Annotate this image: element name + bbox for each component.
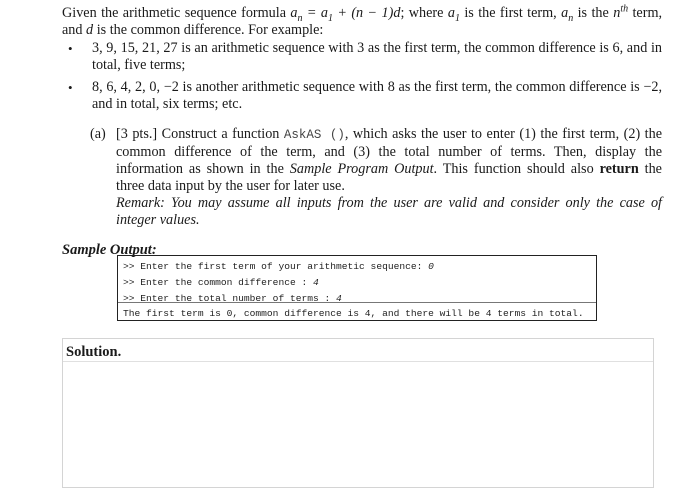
symbol-an: $a_n$ [561,5,574,24]
symbol-a1: $a_1$ [447,5,460,24]
bullet-icon: • [68,41,73,56]
list-item: • 8, 6, 4, 2, 0, −2 is another arithmetic sequence with 8 as the first term, the common difference is −2, and in total, six terms; etc. [68,79,662,112]
solution-title: Solution. [66,344,122,360]
part-a-body: [3 pts.] Construct a function AskAS (), which asks the user to enter (1) the first term, (2) the common difference of the term, and (3) the total number of terms. Then, display the information as shown in the Sample Program Output. This function should also return the three data input by the user for later use. Remark: You may assume all inputs from the user are valid and consider only the case of integer values. [116,126,663,228]
console-line: >> Enter the common difference : 4 [123,277,319,288]
function-name: AskAS () [283,128,345,142]
points-badge: [3 pts.] [116,126,158,142]
example-list [62,40,662,113]
sample-output-console [117,255,597,321]
divider [63,361,653,362]
solution-box[interactable] [62,338,654,488]
intro-paragraph: Given the arithmetic sequence formula $a_n = a_1 + (n - 1)d$; where $a_1$ is the first term, $a_n$ is the $n^{th}$ term, and d is the common difference. For example: [62,3,663,38]
list-item: • 3, 9, 15, 21, 27 is an arithmetic sequence with 3 as the first term, the common difference is 6, and in total, five terms; [68,40,662,73]
formula-an: $a_n = a_1 + (n - 1)d$ [290,5,401,24]
console-result-line: The first term is 0, common difference is 4, and there will be 4 terms in total. [118,302,596,320]
remark: Remark: You may assume all inputs from the user are valid and consider only the case of integer values. [116,195,662,228]
symbol-d: d [86,22,94,38]
intro-text: Given the arithmetic sequence formula [62,5,291,21]
console-line: >> Enter the first term of your arithmetic sequence: 0 [123,261,434,272]
part-a-label: (a) [90,126,106,142]
sample-output-title: Sample Output: [62,242,157,258]
symbol-nth: $n^{th}$ [613,3,629,21]
part-a [90,126,662,229]
console-line: >> Enter the total number of terms : 4 [123,293,342,304]
bullet-icon: • [68,80,73,95]
